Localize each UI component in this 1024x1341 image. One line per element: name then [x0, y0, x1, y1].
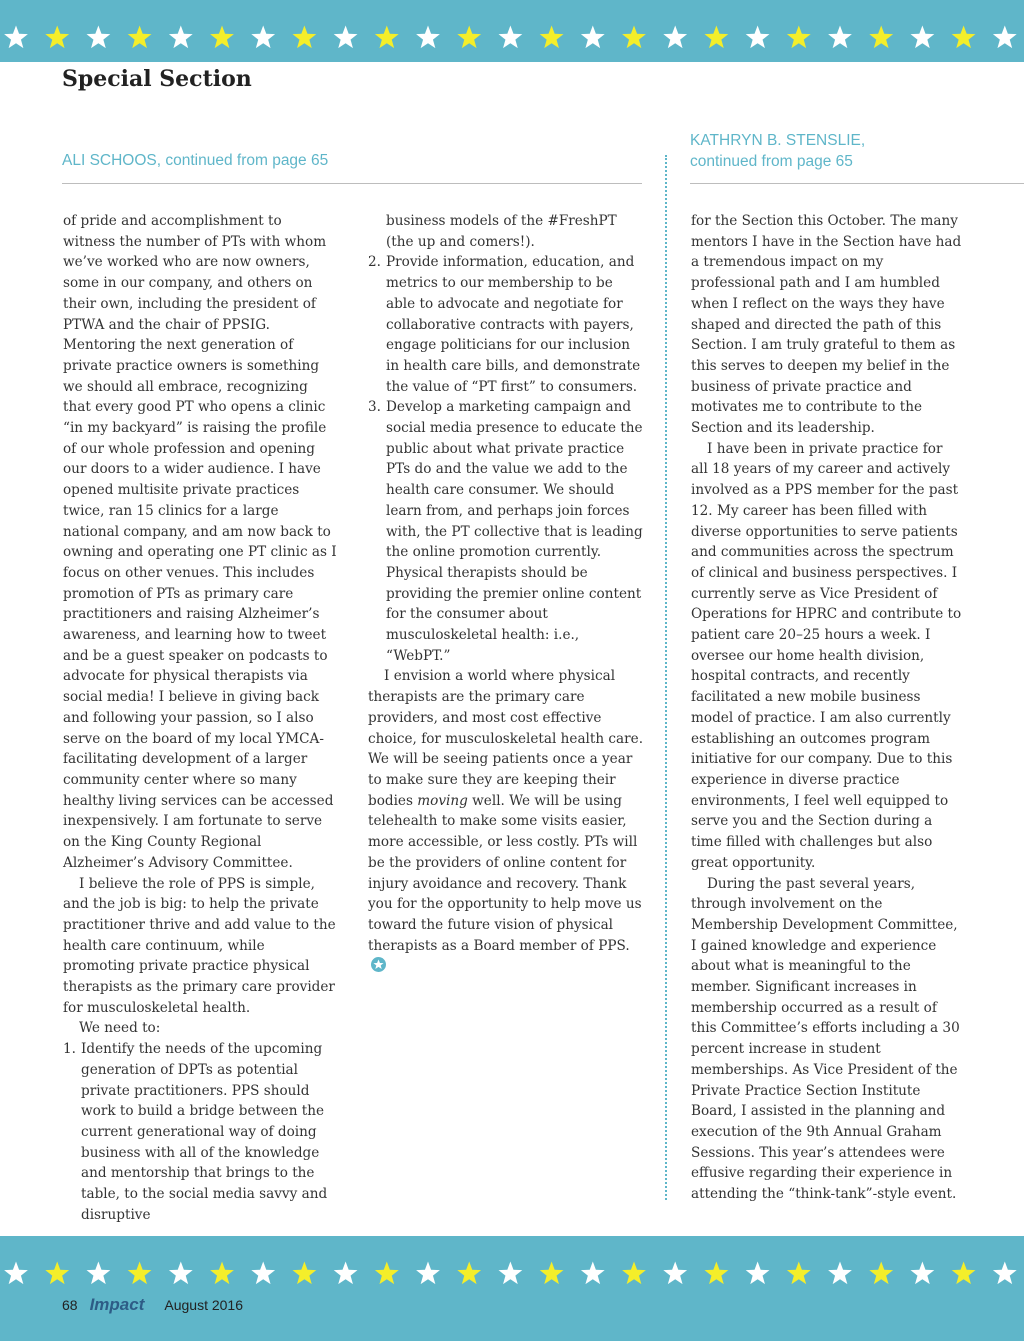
list-item: [368, 252, 644, 397]
yellow-star-icon: [869, 1262, 893, 1285]
white-star-icon: [499, 26, 523, 49]
list-item: [368, 397, 644, 666]
paragraph: We need to:: [79, 1020, 161, 1037]
list-number: 2.: [368, 254, 381, 271]
white-star-icon: [828, 1262, 852, 1285]
yellow-star-icon: [128, 26, 152, 49]
paragraph: of pride and accomplishment to witness the number of PTs with whom we’ve worked who are now owners, some in our company, and others on their own, including the president of PTWA and the chair of PPSIG. Mentoring the next generation of private practice owners is something we should all embrace, recognizing that every good PT who opens a clinic “in my backyard” is raising the profile of our whole profession and opening our doors to a wider audience. I have opened multisite private practices twice, ran 15 clinics for a large national company, and am now back to owning and operating one PT clinic as I focus on other venues. This includes promotion of PTs as primary care practitioners and raising Alzheimer’s awareness, and learning how to tweet and be a guest speaker on podcasts to advocate for physical therapists via social media! I believe in giving back and following your passion, so I also serve on the board of my local YMCA-facilitating development of a larger community center where so many healthy living services can be accessed inexpensively. I am fortunate to serve on the King County Regional Alzheimer’s Advisory Committee.: [63, 213, 337, 871]
yellow-star-icon: [375, 26, 399, 49]
list-item-text: Develop a marketing campaign and social media presence to educate the public about what private practice PTs do and the value we add to the health care consumer. We should learn from, and perhaps join forces with, the PT collective that is leading the online promotion currently. Physical therapists should be providing the premier online content for the consumer about musculoskeletal health: i.e., “WebPT.”: [386, 399, 643, 664]
yellow-star-icon: [293, 1262, 317, 1285]
column-3: [691, 211, 963, 1205]
end-of-article-star-icon: [371, 957, 386, 972]
yellow-star-icon: [45, 26, 69, 49]
white-star-icon: [169, 1262, 193, 1285]
white-star-icon: [663, 1262, 687, 1285]
needs-list-continued: [368, 211, 644, 666]
top-star-banner: [0, 0, 1024, 62]
paragraph: [368, 666, 644, 977]
white-star-icon: [416, 1262, 440, 1285]
publication-name: Impact: [89, 1295, 145, 1314]
white-star-icon: [993, 1262, 1017, 1285]
white-star-icon: [87, 1262, 111, 1285]
yellow-star-icon: [375, 1262, 399, 1285]
white-star-icon: [993, 26, 1017, 49]
yellow-star-icon: [45, 1262, 69, 1285]
white-star-icon: [581, 26, 605, 49]
yellow-star-icon: [293, 26, 317, 49]
issue-date: August 2016: [164, 1297, 243, 1313]
left-divider: [62, 183, 642, 184]
star-row-top: [0, 0, 1024, 62]
emphasis-text: moving: [417, 792, 468, 809]
yellow-star-icon: [869, 26, 893, 49]
white-star-icon: [334, 1262, 358, 1285]
yellow-star-icon: [540, 1262, 564, 1285]
white-star-icon: [169, 26, 193, 49]
white-star-icon: [746, 26, 770, 49]
yellow-star-icon: [952, 1262, 976, 1285]
yellow-star-icon: [705, 1262, 729, 1285]
right-byline-continued: continued from page 65: [690, 153, 853, 170]
paragraph: for the Section this October. The many mentors I have in the Section have had a tremendous impact on my professional path and I am humbled when I reflect on the ways they have shaped and directed the path of this Section. I am truly grateful to them as this serves to deepen my belief in the business of private practice and motivates me to contribute to the Section and its leadership.: [691, 213, 962, 437]
column-1: [63, 211, 338, 1225]
yellow-star-icon: [622, 26, 646, 49]
list-item-text: Identify the needs of the upcoming generation of DPTs as potential private practitioners. PPS should work to build a bridge between the current generational way of doing business with all of the knowledge and mentorship that brings to the table, to the social media savvy and disruptive: [81, 1041, 328, 1223]
paragraph-text: I envision a world where physical therapists are the primary care providers, and most cost effective choice, for musculoskeletal health care. We will be seeing patients once a year to make sure they are keeping their bodies: [368, 668, 644, 809]
white-star-icon: [4, 26, 28, 49]
list-number: 1.: [63, 1041, 76, 1058]
white-star-icon: [746, 1262, 770, 1285]
white-star-icon: [4, 1262, 28, 1285]
column-2: [368, 211, 644, 977]
bottom-star-banner: [0, 1236, 1024, 1341]
list-item: [368, 211, 644, 252]
yellow-star-icon: [457, 26, 481, 49]
white-star-icon: [251, 26, 275, 49]
white-star-icon: [911, 26, 935, 49]
column-dotted-separator: [665, 155, 667, 1200]
paragraph: I believe the role of PPS is simple, and the job is big: to help the private practitioner thrive and add value to the health care continuum, while promoting private practice physical therapists as the primary care provider for musculoskeletal health.: [63, 875, 336, 1016]
yellow-star-icon: [210, 26, 234, 49]
white-star-icon: [87, 26, 111, 49]
yellow-star-icon: [705, 26, 729, 49]
left-byline: ALI SCHOOS, continued from page 65: [62, 152, 329, 169]
paragraph: I have been in private practice for all 18 years of my career and actively involved as a PPS member for the past 12. My career has been filled with diverse opportunities to serve patients and communities across the spectrum of clinical and business perspectives. I currently serve as Vice President of Operations for HPRC and contribute to patient care 20–25 hours a week. I oversee our home health division, hospital contracts, and recently facilitated a new mobile business model of practice. I am also currently establishing an outcomes program initiative for our company. Due to this experience in diverse practice environments, I feel well equipped to serve you and the Section during a time filled with challenges but also great opportunity.: [691, 440, 962, 871]
white-star-icon: [911, 1262, 935, 1285]
page-footer: [62, 1295, 243, 1315]
white-star-icon: [416, 26, 440, 49]
yellow-star-icon: [952, 26, 976, 49]
yellow-star-icon: [787, 1262, 811, 1285]
list-item-text: Provide information, education, and metrics to our membership to be able to advocate and negotiate for collaborative contracts with payers, engage politicians for our inclusion in health care bills, and demonstrate the value of “PT first” to consumers.: [386, 254, 641, 395]
white-star-icon: [828, 26, 852, 49]
section-label: Special Section: [62, 66, 252, 92]
yellow-star-icon: [457, 1262, 481, 1285]
paragraph-text: well. We will be using telehealth to make some visits easier, more accessible, or less costly. PTs will be the providers of online content for injury avoidance and recovery. Thank you for the opportunity to help move us toward the future vision of physical therapists as a Board member of PPS.: [368, 792, 642, 954]
needs-list: [63, 1039, 338, 1225]
paragraph: During the past several years, through involvement on the Membership Development Committee, I gained knowledge and experience about what is meaningful to the member. Significant increases in membership occurred as a result of this Committee’s efforts including a 30 percent increase in student memberships. As Vice President of the Private Practice Section Institute Board, I assisted in the planning and execution of the 9th Annual Graham Sessions. This year’s attendees were effusive regarding their experience in attending the “think-tank”-style event.: [691, 875, 960, 1203]
list-item: [63, 1039, 338, 1225]
white-star-icon: [499, 1262, 523, 1285]
right-byline: [690, 130, 865, 172]
list-item-text: business models of the #FreshPT (the up and comers!).: [386, 213, 617, 250]
yellow-star-icon: [128, 1262, 152, 1285]
white-star-icon: [251, 1262, 275, 1285]
yellow-star-icon: [210, 1262, 234, 1285]
yellow-star-icon: [787, 26, 811, 49]
white-star-icon: [663, 26, 687, 49]
white-star-icon: [581, 1262, 605, 1285]
right-divider: [690, 183, 1024, 184]
page-number: 68: [62, 1297, 78, 1313]
white-star-icon: [334, 26, 358, 49]
star-row-bottom: [0, 1236, 1024, 1298]
right-byline-name: KATHRYN B. STENSLIE,: [690, 132, 866, 149]
yellow-star-icon: [622, 1262, 646, 1285]
yellow-star-icon: [540, 26, 564, 49]
list-number: 3.: [368, 399, 381, 416]
